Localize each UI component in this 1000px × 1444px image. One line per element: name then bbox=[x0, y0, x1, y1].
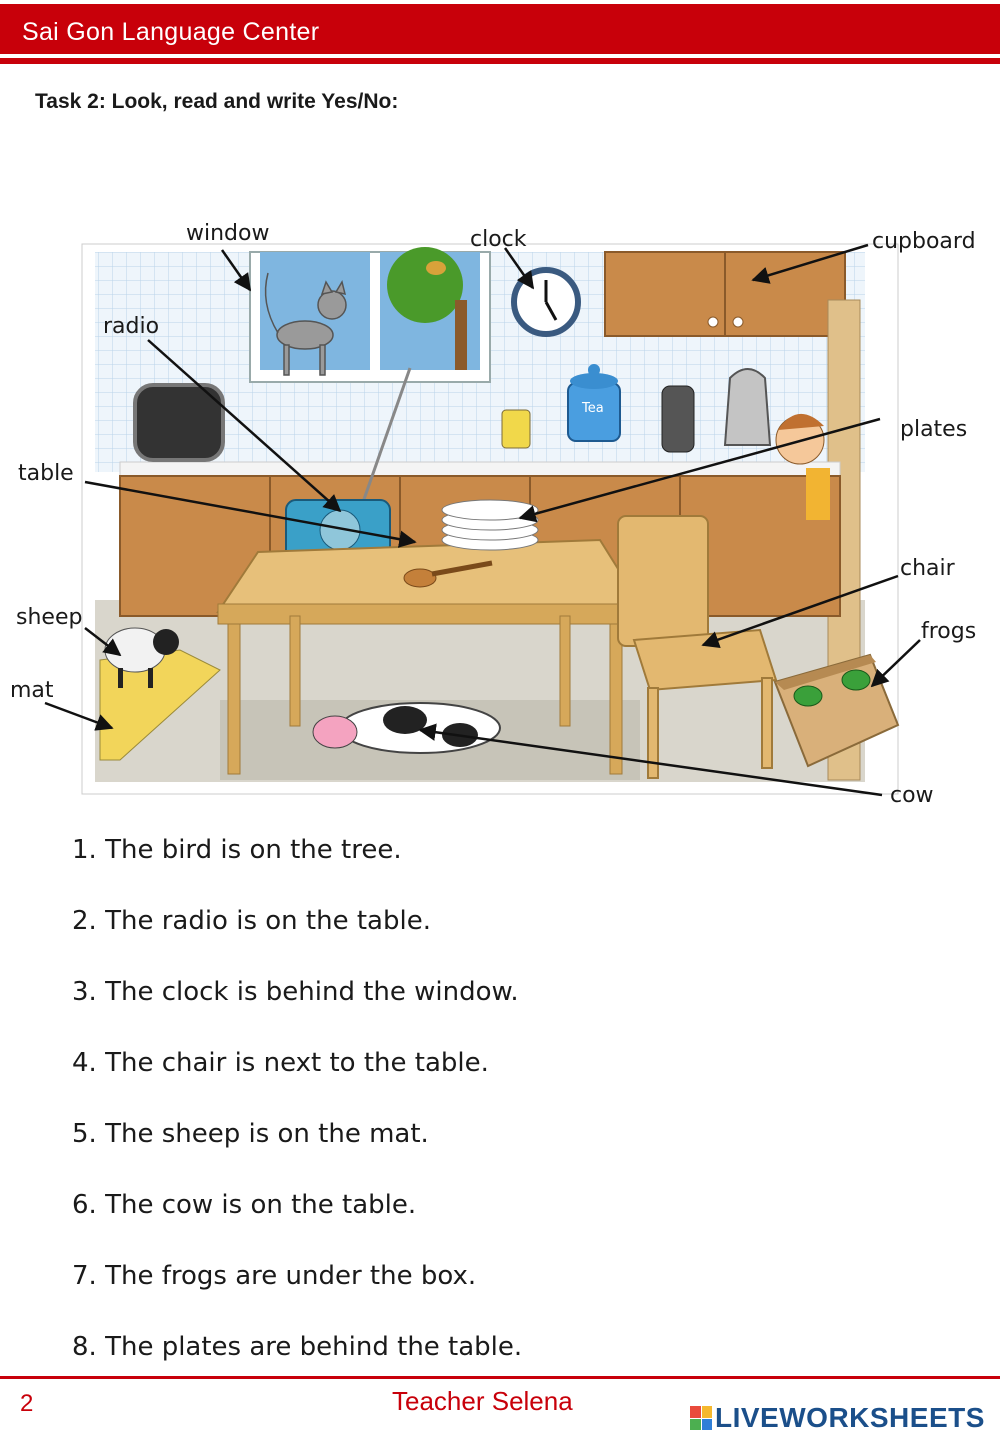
question-item bbox=[72, 835, 522, 906]
header-title: Sai Gon Language Center bbox=[22, 18, 320, 46]
brand-name: LIVEWORKSHEETS bbox=[715, 1402, 985, 1433]
question-item bbox=[72, 977, 522, 1048]
plates bbox=[442, 500, 538, 550]
page-number: 2 bbox=[20, 1390, 34, 1417]
cupboard bbox=[605, 252, 845, 336]
question-number: 4. bbox=[72, 1048, 97, 1078]
question-item bbox=[72, 906, 522, 977]
label-radio: radio bbox=[103, 314, 160, 339]
question-text: The bird is on the tree. bbox=[105, 835, 402, 865]
question-number: 7. bbox=[72, 1261, 97, 1291]
phone bbox=[662, 386, 694, 452]
question-number: 8. bbox=[72, 1332, 97, 1362]
question-text: The chair is next to the table. bbox=[105, 1048, 489, 1078]
question-text: The cow is on the table. bbox=[105, 1190, 417, 1220]
question-number: 3. bbox=[72, 977, 97, 1007]
kettle bbox=[725, 369, 770, 445]
question-number: 1. bbox=[72, 835, 97, 865]
label-cupboard: cupboard bbox=[872, 229, 976, 254]
question-text: The frogs are under the box. bbox=[105, 1261, 477, 1291]
question-number: 2. bbox=[72, 906, 97, 936]
liveworksheets-icon bbox=[690, 1406, 712, 1430]
header-bar bbox=[0, 4, 1000, 54]
label-window: window bbox=[186, 221, 270, 246]
tea-label: Tea bbox=[582, 401, 604, 416]
question-item bbox=[72, 1119, 522, 1190]
liveworksheets-logo[interactable] bbox=[690, 1400, 985, 1436]
question-number: 5. bbox=[72, 1119, 97, 1149]
worktop bbox=[120, 462, 840, 476]
label-clock: clock bbox=[470, 227, 527, 252]
clock bbox=[514, 270, 578, 334]
question-number: 6. bbox=[72, 1190, 97, 1220]
label-frogs: frogs bbox=[921, 619, 977, 644]
label-sheep: sheep bbox=[16, 605, 83, 630]
footer-divider bbox=[0, 1376, 1000, 1379]
kitchen-scene-illustration bbox=[0, 200, 1000, 820]
question-item bbox=[72, 1261, 522, 1332]
mug bbox=[502, 410, 530, 448]
label-plates: plates bbox=[900, 417, 968, 442]
question-text: The clock is behind the window. bbox=[105, 977, 519, 1007]
question-item bbox=[72, 1190, 522, 1261]
question-list bbox=[72, 835, 522, 1403]
label-cow: cow bbox=[890, 783, 934, 808]
question-item bbox=[72, 1048, 522, 1119]
label-mat: mat bbox=[10, 678, 54, 703]
question-text: The sheep is on the mat. bbox=[105, 1119, 429, 1149]
label-chair: chair bbox=[900, 556, 955, 581]
task-title: Task 2: Look, read and write Yes/No: bbox=[35, 90, 399, 113]
question-text: The plates are behind the table. bbox=[105, 1332, 523, 1362]
label-table: table bbox=[18, 461, 74, 486]
header-divider bbox=[0, 58, 1000, 64]
question-text: The radio is on the table. bbox=[105, 906, 431, 936]
teacher-name: Teacher Selena bbox=[392, 1386, 573, 1416]
